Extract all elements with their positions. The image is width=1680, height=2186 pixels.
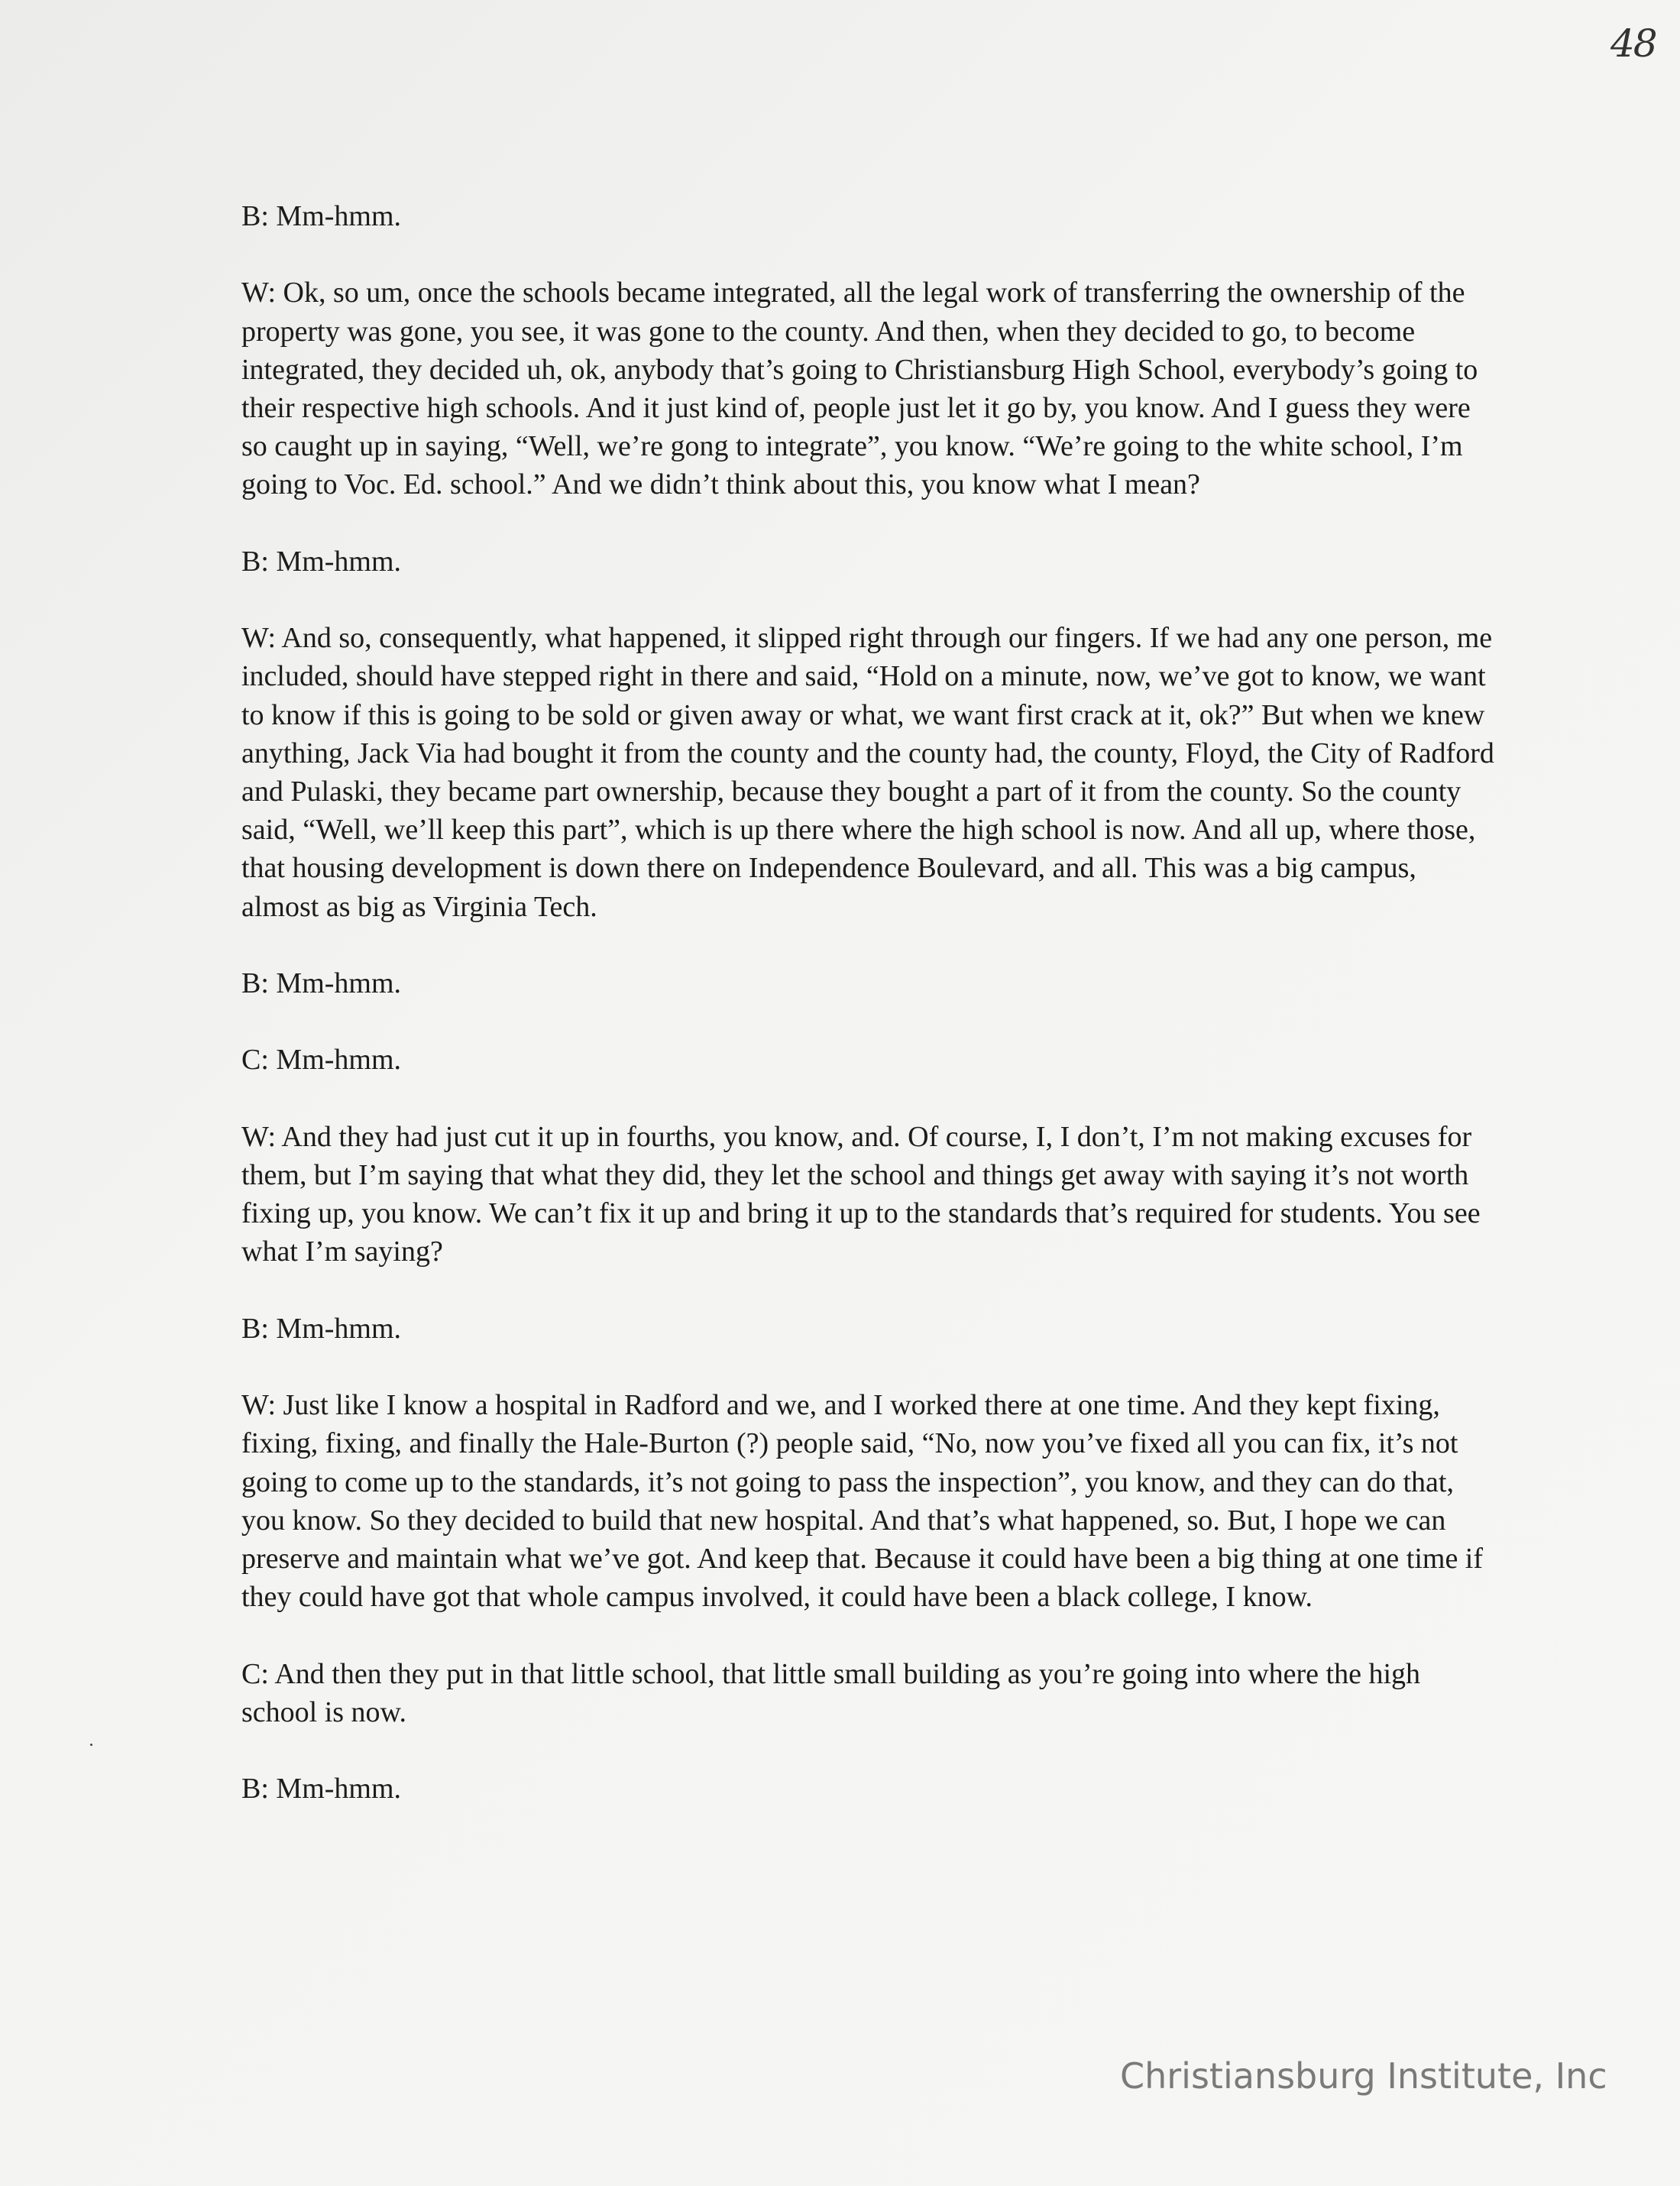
turn-text: Mm-hmm. <box>276 1773 402 1805</box>
turn-text: And so, consequently, what happened, it slipped right through our fingers. If we had any one person, me included, should have stepped right in there and said, “Hold on a minute, now, we’ve got to know, we want to know if this is going to be sold or given away or what, we want first crack at it, ok?” But when we knew anything, Jack Via had bought it from the county and the county had, the county, Floyd, the City of Radford and Pulaski, they became part ownership, because they bought a part of it from the county. So the county said, “Well, we’ll keep this part”, which is up there where the high school is now. And all up, where those, that housing development is down there on Independence Boulevard, and all. This was a big campus, almost as big as Virginia Tech. <box>241 622 1494 923</box>
speaker-label: W: <box>241 622 277 655</box>
transcript-turn <box>241 1041 1494 1079</box>
turn-text: Ok, so um, once the schools became integrated, all the legal work of transferring the ownership of the property was gone, you see, it was gone to the county. And then, when they decided to go, to become integrated, they decided uh, ok, anybody that’s going to Christiansburg High School, everybody’s going to their respective high schools. And it just kind of, people just let it go by, you know. And I guess they were so caught up in saying, “Well, we’re gong to integrate”, you know. “We’re going to the white school, I’m going to Voc. Ed. school.” And we didn’t think about this, you know what I mean? <box>241 277 1478 501</box>
watermark: Christiansburg Institute, Inc <box>1120 2055 1607 2097</box>
turn-text: Just like I know a hospital in Radford and we, and I worked there at one time. And they kept fixing, fixing, fixing, and finally the Hale-Burton (?) people said, “No, now you’ve fixed all you can fix, it’s not going to come up to the standards, it’s not going to pass the inspection”, you know, and they can do that, you know. So they decided to build that new hospital. And that’s what happened, so. But, I hope we can preserve and maintain what we’ve got. And keep that. Because it could have been a big thing at one time if they could have got that whole campus involved, it could have been a black college, I know. <box>241 1389 1484 1614</box>
transcript-turn <box>241 274 1494 504</box>
transcript-turn <box>241 1118 1494 1271</box>
speaker-label: B: <box>241 1312 269 1345</box>
speaker-label: B: <box>241 967 269 999</box>
turn-text: Mm-hmm. <box>276 1312 402 1345</box>
transcript-turn <box>241 1386 1494 1616</box>
turn-text: Mm-hmm. <box>276 1044 402 1077</box>
transcript-turn <box>241 964 1494 1002</box>
speaker-label: B: <box>241 545 269 578</box>
speaker-label: W: <box>241 1389 277 1422</box>
turn-text: Mm-hmm. <box>276 545 402 578</box>
transcript-turn <box>241 1770 1494 1808</box>
page-number: 48 <box>1610 21 1656 66</box>
speaker-label: B: <box>241 200 269 232</box>
turn-text: Mm-hmm. <box>276 200 402 232</box>
speaker-label: W: <box>241 1120 277 1153</box>
transcript-turn <box>241 619 1494 926</box>
transcript-turn <box>241 1310 1494 1348</box>
turn-text: And they had just cut it up in fourths, you know, and. Of course, I, I don’t, I’m not making excuses for them, but I’m saying that what they did, they let the school and things get away with saying it’s not worth fixing up, you know. We can’t fix it up and bring it up to the standards that’s required for students. You see what I’m saying? <box>241 1120 1481 1268</box>
transcript-turn <box>241 197 1494 235</box>
scan-speck <box>90 1744 92 1746</box>
transcript <box>241 197 1494 1847</box>
transcript-turn <box>241 1655 1494 1731</box>
speaker-label: C: <box>241 1657 269 1690</box>
speaker-label: B: <box>241 1773 269 1805</box>
turn-text: And then they put in that little school, that little small building as you’re going into where the high school is now. <box>241 1657 1421 1728</box>
turn-text: Mm-hmm. <box>276 967 402 999</box>
speaker-label: C: <box>241 1044 269 1077</box>
transcript-turn <box>241 542 1494 581</box>
speaker-label: W: <box>241 277 277 309</box>
